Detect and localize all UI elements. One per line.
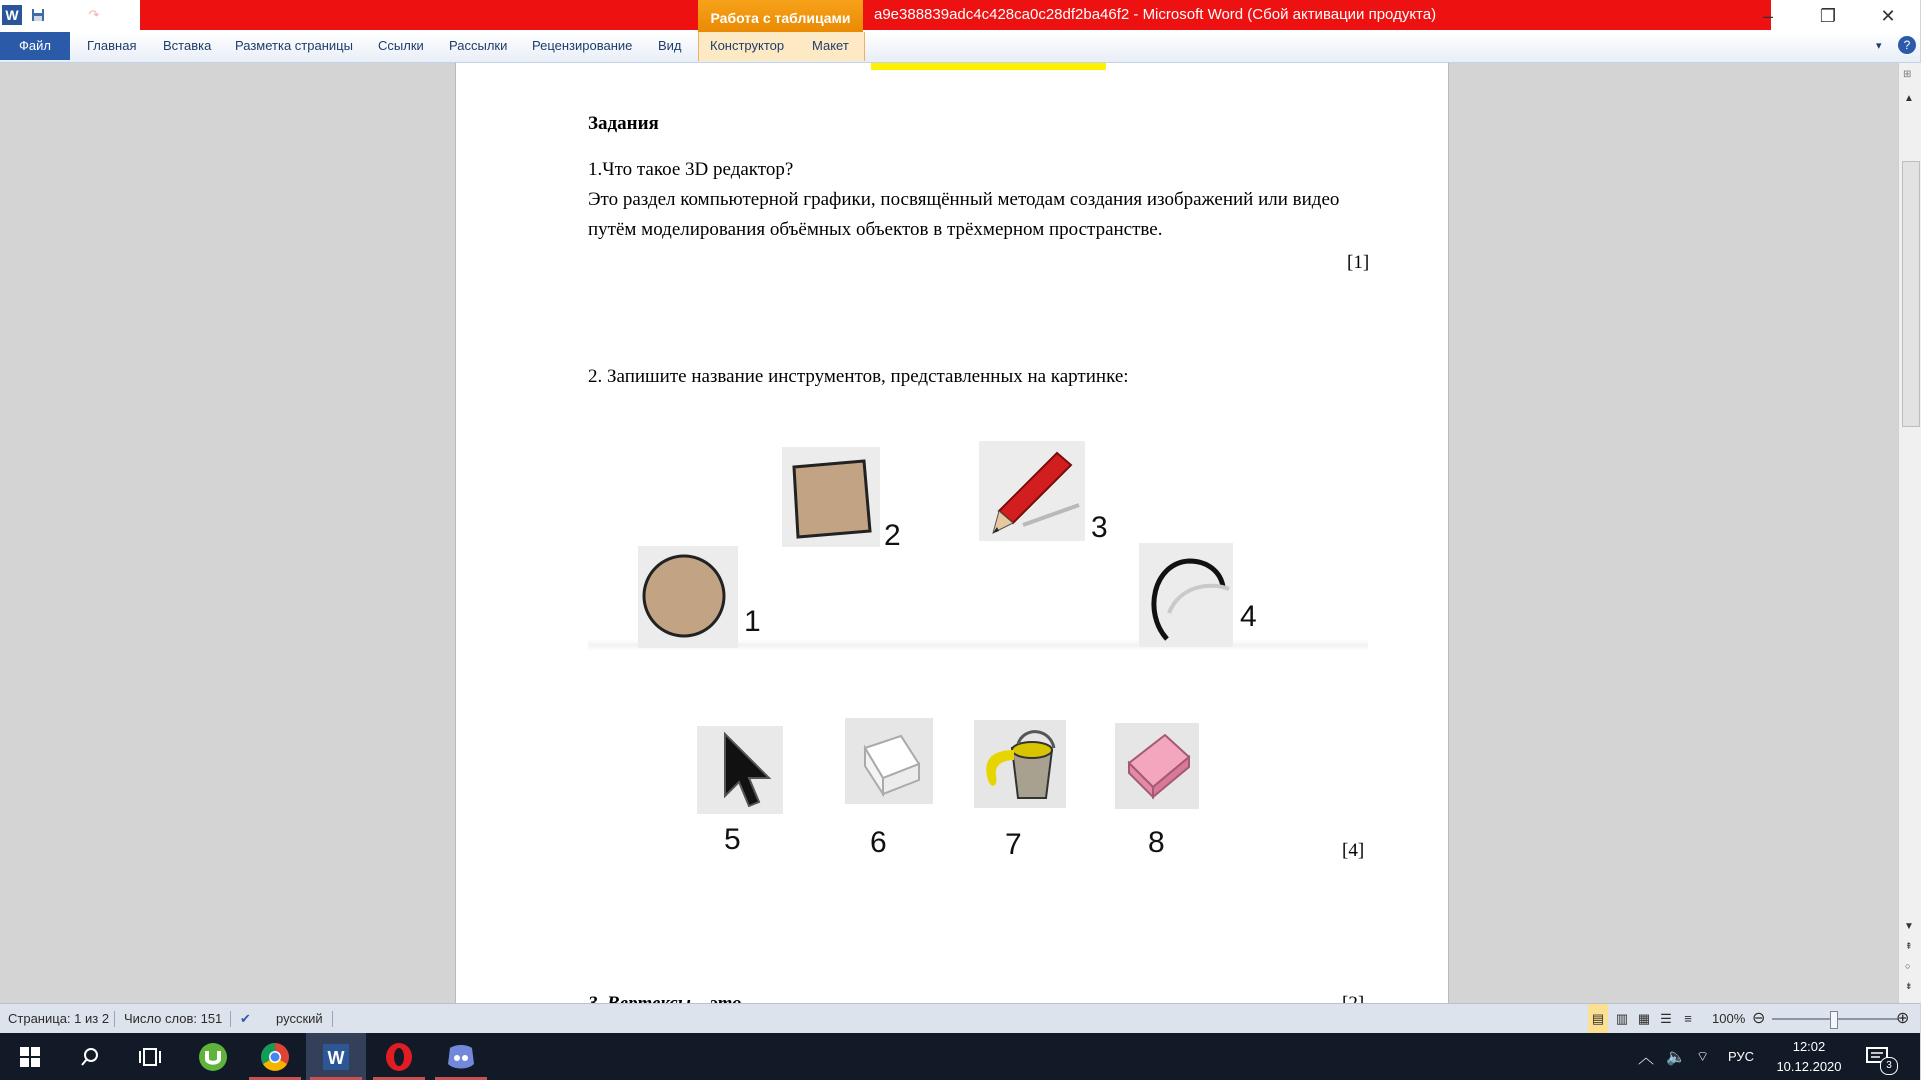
status-bar [0, 1003, 1920, 1034]
scroll-up-icon[interactable]: ▲ [1904, 93, 1914, 104]
tab-references[interactable]: Ссылки [378, 38, 424, 53]
pencil-tool-icon [979, 441, 1085, 541]
paint-bucket-tool-icon [974, 720, 1066, 808]
clock[interactable] [1774, 1037, 1844, 1077]
browse-object-icon[interactable]: ○ [1905, 961, 1911, 971]
zoom-level[interactable]: 100% [1712, 1011, 1746, 1026]
eraser-tool-icon [1115, 723, 1199, 809]
utorrent-icon[interactable] [183, 1033, 243, 1080]
spellcheck-icon[interactable]: ✔ [240, 1011, 251, 1026]
language[interactable]: русский [276, 1011, 323, 1026]
volume-icon[interactable]: 🔈 [1666, 1048, 1686, 1066]
word-icon[interactable] [306, 1033, 366, 1080]
help-icon[interactable]: ? [1898, 36, 1916, 54]
document-area [0, 63, 1898, 1003]
search-icon[interactable] [60, 1033, 120, 1080]
zoom-slider-thumb[interactable] [1830, 1011, 1838, 1029]
context-tab-group-tables: Работа с таблицами [698, 0, 863, 32]
tool-number-2: 2 [884, 519, 901, 552]
tab-page-layout[interactable]: Разметка страницы [235, 38, 353, 53]
word-count[interactable]: Число слов: 151 [124, 1011, 223, 1026]
tool-number-3: 3 [1091, 511, 1108, 544]
question-2: 2. Запишите название инструментов, представленных на картинке: [588, 366, 1129, 387]
tool-number-5: 5 [724, 823, 741, 856]
next-page-icon[interactable]: ⇟ [1905, 981, 1913, 991]
mark-1: [1] [1347, 252, 1370, 273]
opera-icon[interactable] [369, 1033, 429, 1080]
component-tool-icon [845, 718, 933, 804]
page-count[interactable]: Страница: 1 из 2 [8, 1011, 110, 1026]
save-icon[interactable] [26, 3, 50, 27]
tool-number-4: 4 [1240, 600, 1257, 633]
tab-insert[interactable]: Вставка [163, 38, 212, 53]
word-logo-icon[interactable]: W [2, 5, 22, 25]
divider [114, 1011, 115, 1027]
highlight-mark [871, 63, 1106, 70]
quick-access-toolbar [0, 0, 134, 30]
tool-number-6: 6 [870, 826, 887, 859]
tab-layout[interactable]: Макет [812, 38, 849, 53]
tool-number-1: 1 [744, 605, 761, 638]
clock-time: 12:02 [1792, 1039, 1826, 1054]
divider [230, 1011, 231, 1027]
taskbar [0, 1033, 1920, 1080]
clock-date: 10.12.2020 [1776, 1059, 1842, 1074]
tab-home[interactable]: Главная [87, 38, 137, 53]
zoom-in-icon[interactable]: ⊕ [1896, 1010, 1910, 1027]
close-icon[interactable]: ✕ [1880, 5, 1896, 26]
answer-1-line-1: Это раздел компьютерной графики, посвящённый методам создания изображений или видео [588, 189, 1340, 210]
task-view-icon[interactable] [120, 1033, 180, 1080]
scroll-down-icon[interactable]: ▼ [1904, 921, 1914, 932]
page[interactable] [455, 63, 1449, 1003]
rectangle-tool-icon [782, 447, 880, 547]
question-1: 1.Что такое 3D редактор? [588, 159, 794, 180]
window-title: a9e388839adc4c428ca0c28df2ba46f2 - Microsoft Word (Сбой активации продукта) [874, 6, 1437, 23]
select-tool-icon [697, 726, 783, 814]
input-language[interactable]: РУС [1728, 1049, 1755, 1064]
section-heading: Задания [588, 113, 659, 134]
ribbon-minimize-icon[interactable]: ▾ [1876, 40, 1882, 52]
minimize-icon[interactable]: – [1762, 5, 1773, 26]
zoom-out-icon[interactable]: ⊖ [1752, 1010, 1766, 1027]
outline-icon[interactable]: ☰ [1660, 1011, 1672, 1026]
scroll-thumb[interactable] [1902, 161, 1920, 427]
full-screen-reading-icon[interactable]: ▥ [1615, 1011, 1629, 1026]
customize-icon[interactable]: ▾ [119, 9, 125, 21]
tool-number-7: 7 [1005, 828, 1022, 861]
previous-page-icon[interactable]: ⇞ [1905, 941, 1913, 951]
tool-number-8: 8 [1148, 826, 1165, 859]
undo-icon[interactable]: ↶ [60, 7, 72, 22]
ruler-toggle-icon[interactable]: ⊞ [1903, 69, 1912, 80]
chrome-icon[interactable] [245, 1033, 305, 1080]
draft-icon[interactable]: ≡ [1684, 1011, 1692, 1026]
discord-icon[interactable] [431, 1033, 491, 1080]
notification-badge: 3 [1880, 1057, 1898, 1075]
restore-icon[interactable]: ❐ [1819, 5, 1837, 26]
windows-start-icon[interactable] [0, 1033, 60, 1080]
show-hidden-icons-icon[interactable]: ︿ [1638, 1050, 1655, 1067]
web-layout-icon[interactable]: ▦ [1637, 1011, 1651, 1026]
title-bar [0, 0, 1920, 32]
vertical-scrollbar[interactable] [1898, 63, 1921, 1003]
svg-text:W: W [327, 1047, 345, 1068]
arc-tool-icon [1139, 543, 1233, 647]
circle-tool-icon [638, 546, 738, 648]
redo-icon[interactable]: ↷ [88, 7, 100, 22]
tools-image [588, 433, 1368, 913]
network-icon[interactable]: ⌔ [1696, 1047, 1710, 1064]
print-layout-icon[interactable]: ▤ [1588, 1004, 1608, 1034]
divider [332, 1011, 333, 1027]
tab-view[interactable]: Вид [658, 38, 682, 53]
mark-2: [4] [1342, 840, 1365, 861]
answer-1-line-2: путём моделирования объёмных объектов в трёхмерном пространстве. [588, 219, 1163, 240]
tab-review[interactable]: Рецензирование [532, 38, 633, 53]
ribbon-tabs [0, 32, 1920, 63]
tab-file[interactable]: Файл [0, 32, 70, 60]
tab-design[interactable]: Конструктор [710, 38, 785, 53]
tab-mailings[interactable]: Рассылки [449, 38, 508, 53]
